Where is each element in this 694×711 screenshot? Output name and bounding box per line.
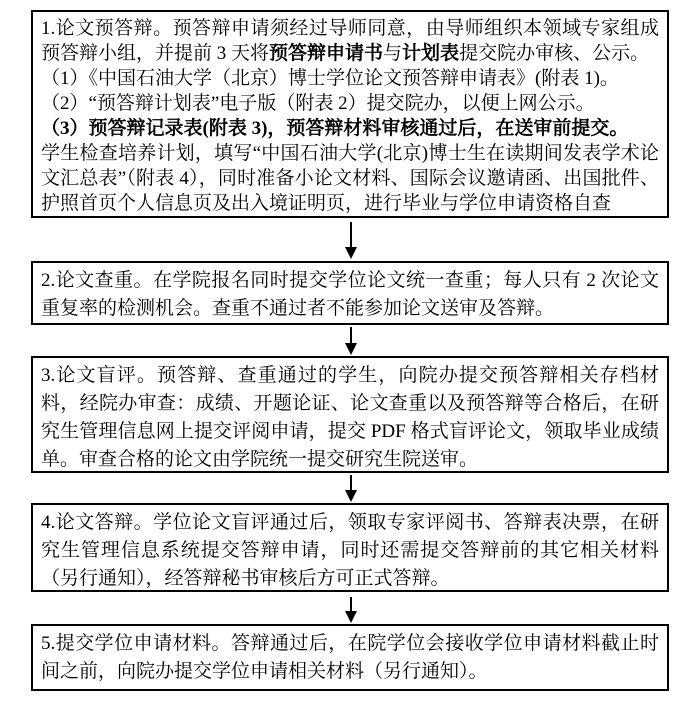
arrow-head — [345, 611, 357, 623]
arrow-shaft — [350, 475, 352, 490]
step-1-intro-normal-1: 1.论文预答辩。预答辩申请须经过导师同意，由导师组织本领域专家组成预答辩小组，并提前 3 天将 — [41, 18, 659, 64]
arrow-shaft — [350, 597, 352, 611]
step-1-intro-bold-2: 计划表 — [402, 43, 460, 64]
step-2-text: 2.论文查重。在学院报名同时提交学位论文统一查重；每人只有 2 次论文重复率的检测机会。查重不通过者不能参加论文送审及答辩。 — [41, 270, 659, 319]
step-1-intro-bold-1: 预答辩申请书 — [269, 43, 384, 64]
flow-step-4-box — [31, 503, 669, 592]
step-1-item-1: （1）《中国石油大学（北京）博士学位论文预答辩申请表》(附表 1)。 — [41, 68, 619, 89]
down-arrow-icon-1 — [344, 222, 357, 259]
step-4-text: 4.论文答辩。学位论文盲评通过后，领取专家评阅书、答辩表决票，在研究生管理信息系统提交答辩申请，同时还需提交答辩前的其它相关材料（另行通知），经答辩秘书审核后方可正式答辩。 — [41, 512, 659, 589]
down-arrow-icon-4 — [344, 597, 357, 623]
step-1-intro-normal-2: 与 — [383, 43, 403, 64]
flow-step-2-box — [31, 261, 669, 325]
down-arrow-icon-3 — [344, 475, 357, 502]
arrow-head — [345, 247, 357, 259]
arrow-head — [345, 490, 357, 502]
down-arrow-icon-2 — [344, 327, 357, 355]
arrow-head — [345, 343, 357, 355]
flow-step-1-box — [31, 10, 669, 218]
step-1-item-2: （2）“预答辩计划表”电子版（附表 2）提交院办，以便上网公示。 — [41, 93, 595, 114]
step-1-footer-text: 学生检查培养计划，填写“中国石油大学(北京)博士生在读期间发表学术论文汇总表”（附表 4），同时准备小论文材料、国际会议邀请函、出国批件、护照首页个人信息页及出入境证明页，进行毕业与学位申请资格自查 — [41, 143, 659, 214]
arrow-shaft — [350, 327, 352, 343]
arrow-shaft — [350, 222, 352, 247]
flow-step-3-box — [31, 356, 669, 473]
step-1-intro-normal-3: 提交院办审核、公示。 — [459, 43, 650, 64]
flow-step-5-box — [31, 624, 669, 691]
step-1-intro-text — [41, 16, 659, 66]
step-1-item-3: （3）预答辩记录表(附表 3)，预答辩材料审核通过后，在送审前提交。 — [41, 118, 629, 139]
step-3-text: 3.论文盲评。预答辩、查重通过的学生，向院办提交预答辩相关存档材料，经院办审查：成绩、开题论证、论文查重以及预答辩等合格后，在研究生管理信息网上提交评阅申请，提交 PDF 格式盲评论文，领取毕业成绩单。审查合格的论文由学院统一提交研究生院送审。 — [41, 365, 659, 470]
step-5-text: 5.提交学位申请材料。答辩通过后，在院学位会接收学位申请材料截止时间之前，向院办提交学位申请相关材料（另行通知）。 — [41, 633, 659, 682]
